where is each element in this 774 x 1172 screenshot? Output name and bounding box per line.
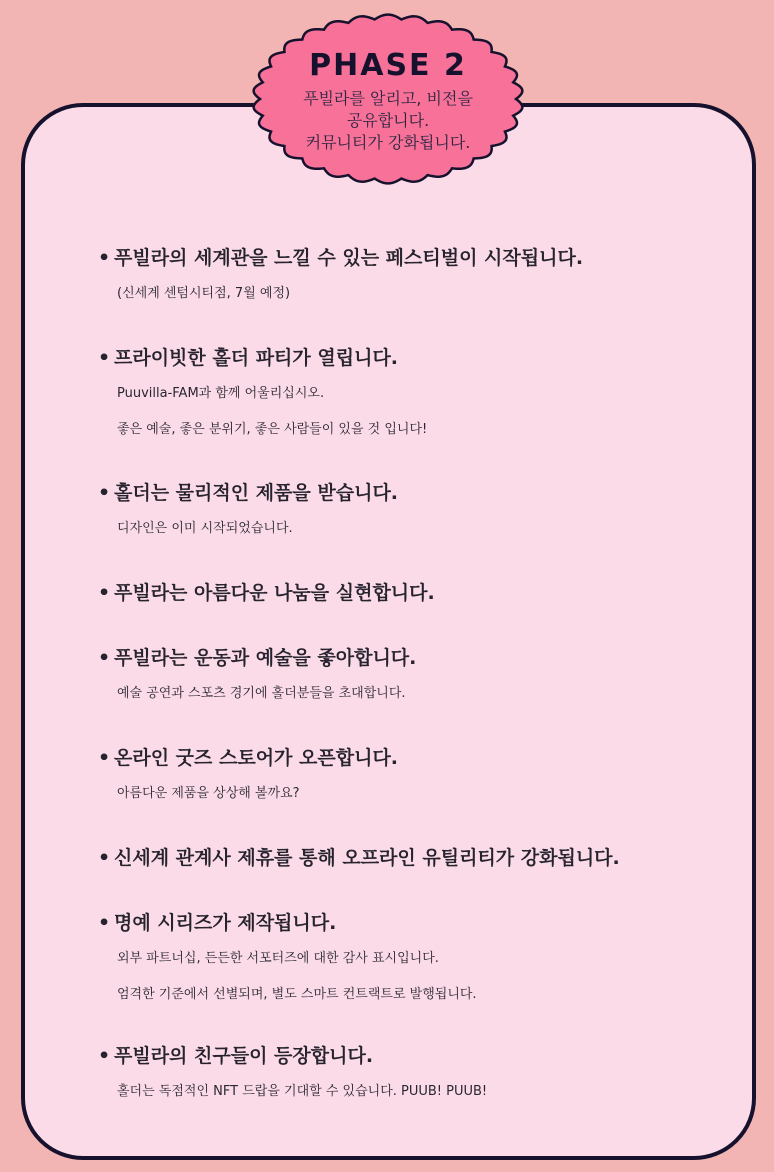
item-note: Puuvilla-FAM과 함께 어울리십시오. [117,386,325,401]
roadmap-item-friends [98,1038,738,1110]
item-title: • 푸빌라의 세계관을 느낄 수 있는 페스티벌이 시작됩니다. [98,240,738,276]
item-title: • 프라이빗한 홀더 파티가 열립니다. [98,340,738,376]
item-note: 엄격한 기준에서 선별되며, 별도 스마트 컨트랙트로 발행됩니다. [117,987,477,1002]
item-title: • 홀더는 물리적인 제품을 받습니다. [98,475,738,511]
bullet-dot: • [98,847,111,869]
item-title: • 푸빌라의 친구들이 등장합니다. [98,1038,738,1074]
roadmap-item-sharing [98,575,738,611]
bullet-dot: • [98,582,111,604]
roadmap-item-honor-series [98,905,738,1013]
phase-subtitle-line-3: 커뮤니티가 강화됩니다. [305,133,471,152]
roadmap-item-sports-art [98,640,738,712]
roadmap-item-offline-utility [98,840,738,876]
phase-subtitle-line-1: 푸빌라를 알리고, 비전을 [303,89,473,108]
item-note: 홀더는 독점적인 NFT 드랍을 기대할 수 있습니다. PUUB! PUUB! [117,1084,488,1099]
item-title: • 푸빌라는 운동과 예술을 좋아합니다. [98,640,738,676]
roadmap-item-goods-store [98,740,738,812]
item-note: 좋은 예술, 좋은 분위기, 좋은 사람들이 있을 것 입니다! [117,422,428,437]
item-title: • 명예 시리즈가 제작됩니다. [98,905,738,941]
phase-badge [245,8,531,190]
roadmap-item-holder-party [98,340,738,448]
roadmap-item-physical-product [98,475,738,547]
bullet-dot: • [98,747,111,769]
bullet-dot: • [98,347,111,369]
bullet-dot: • [98,482,111,504]
bullet-dot: • [98,647,111,669]
item-note: 아름다운 제품을 상상해 볼까요? [117,786,300,801]
phase-subtitle-line-2: 공유합니다. [346,111,430,130]
item-note: 외부 파트너십, 든든한 서포터즈에 대한 감사 표시입니다. [117,951,439,966]
item-title: • 신세계 관계사 제휴를 통해 오프라인 유틸리티가 강화됩니다. [98,840,738,876]
bullet-dot: • [98,912,111,934]
item-title: • 온라인 굿즈 스토어가 오픈합니다. [98,740,738,776]
phase-title: PHASE 2 [309,48,467,83]
item-note: (신세계 센텀시티점, 7월 예정) [117,286,291,301]
item-title: • 푸빌라는 아름다운 나눔을 실현합니다. [98,575,738,611]
bullet-dot: • [98,247,111,269]
roadmap-item-festival [98,240,738,312]
item-note: 예술 공연과 스포츠 경기에 홀더분들을 초대합니다. [117,686,406,701]
item-note: 디자인은 이미 시작되었습니다. [117,521,293,536]
bullet-dot: • [98,1045,111,1067]
